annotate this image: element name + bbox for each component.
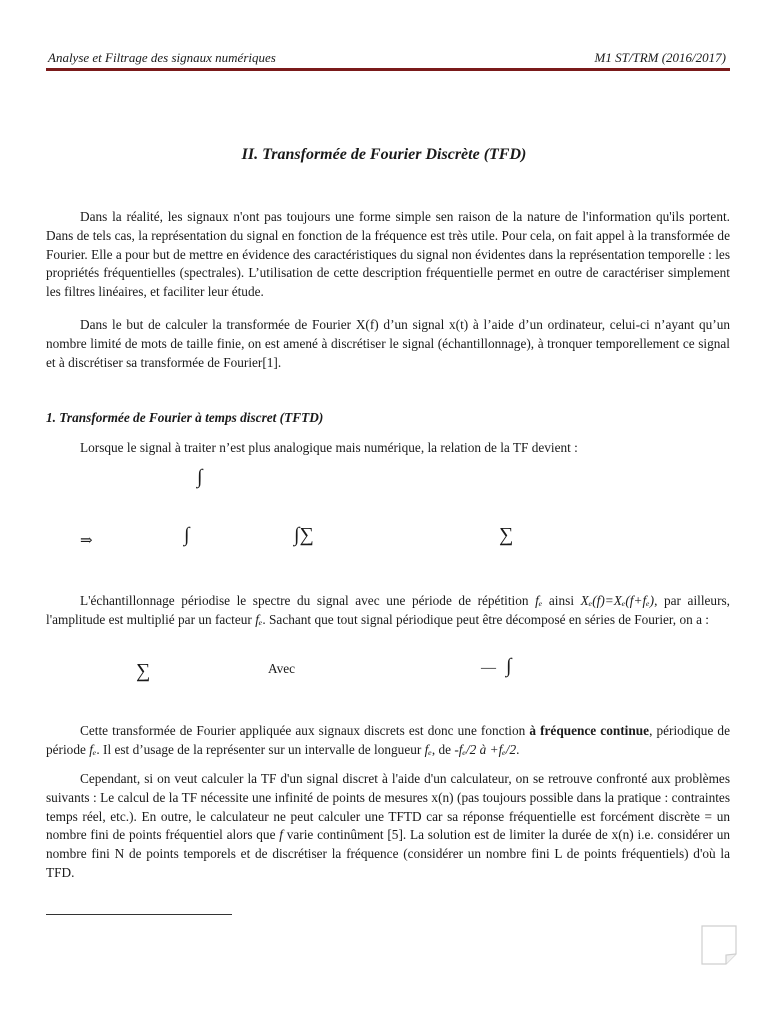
paragraph-sampling: L'échantillonnage périodise le spectre du signal avec une période de répétition fₑ ainsi Xₑ(f)=Xₑ(f+fₑ), par ailleurs, l'amplitude est multiplié par un facteur fₑ. Sachant que tout signal périodique peut être décomposé en séries de Fourier, on a : (46, 593, 730, 627)
header-rule (46, 68, 730, 71)
page-curl-icon (700, 924, 738, 966)
page-title: II. Transformée de Fourier Discrète (TFD) (241, 146, 527, 163)
paragraph-intro: Dans la réalité, les signaux n'ont pas toujours une forme simple sen raison de la nature de l'information qu'ils portent. Dans de tels cas, la représentation du signal en fonction de la fréquence est très utile. Pour cela, on fait appel à la transformée de Fourier. Elle a pour but de mettre en évidence des caractéristiques du signal non évidentes dans la représentation temporelle : les propriétés fréquentielles (spectrales). L’utilisation de cette description fréquentielle permet en outre de caractériser simplement les filtres linéaires, et faciliter leur étude. (46, 209, 730, 300)
paragraph-goal: Dans le but de calculer la transformée de Fourier X(f) d’un signal x(t) à l’aide d’un ordinateur, celui-ci n’ayant qu’un nombre limité de mots de taille finie, on est amené à discrétiser le signal (échantillonnage), à tronquer temporellement ce signal et à discrétiser sa transformée de Fourier[1]. (46, 317, 730, 370)
paragraph-continuous-frequency: Cette transformée de Fourier appliquée aux signaux discrets est donc une fonction à fréquence continue, périodique de période fₑ. Il est d’usage de la représenter sur un intervalle de longueur fₑ, de -fₑ/2 à +fₑ/2. (46, 723, 730, 757)
sum-symbol: ∑ (136, 660, 151, 682)
paragraph-tfd-motivation: Cependant, si on veut calculer la TF d'un signal discret à l'aide d'un calculateur, on se retrouve confronté aux problèmes suivants : Le calcul de la TF nécessite une infinité de points de mesures x(n) (pas toujours possible dans la pratique : contraintes temps réel, etc.). En outre, le calculateur ne peut calculer une TFTD car sa réponse fréquentielle est forcément discrète = un nombre fini de points fréquentiel alors que f varie continûment [5]. La solution est de limiter la durée de x(n) i.e. considérer un nombre fini N de points temporels et de discrétiser la fréquence (considérer un nombre fini L de points fréquentiels) d'où la TFD. (46, 771, 730, 880)
paragraph-relation: Lorsque le signal à traiter n’est plus analogique mais numérique, la relation de la TF devient : (80, 440, 578, 455)
footnote-rule (46, 914, 232, 915)
section-heading-tftd: 1. Transformée de Fourier à temps discret (TFTD) (46, 410, 324, 425)
sum-symbol: ∑ (499, 524, 514, 546)
integral-sum-symbol: ∫∑ (294, 524, 314, 546)
integral-symbol: ∫ (184, 524, 190, 546)
integral-symbol: ∫ (197, 466, 203, 488)
integral-symbol: ∫ (506, 655, 512, 677)
header-course-title: Analyse et Filtrage des signaux numériques (48, 50, 276, 65)
avec-label: Avec (268, 661, 296, 676)
header-course-code: M1 ST/TRM (2016/2017) (594, 50, 726, 65)
fraction-bar: — (481, 660, 496, 676)
implies-symbol: ⇒ (80, 533, 93, 549)
